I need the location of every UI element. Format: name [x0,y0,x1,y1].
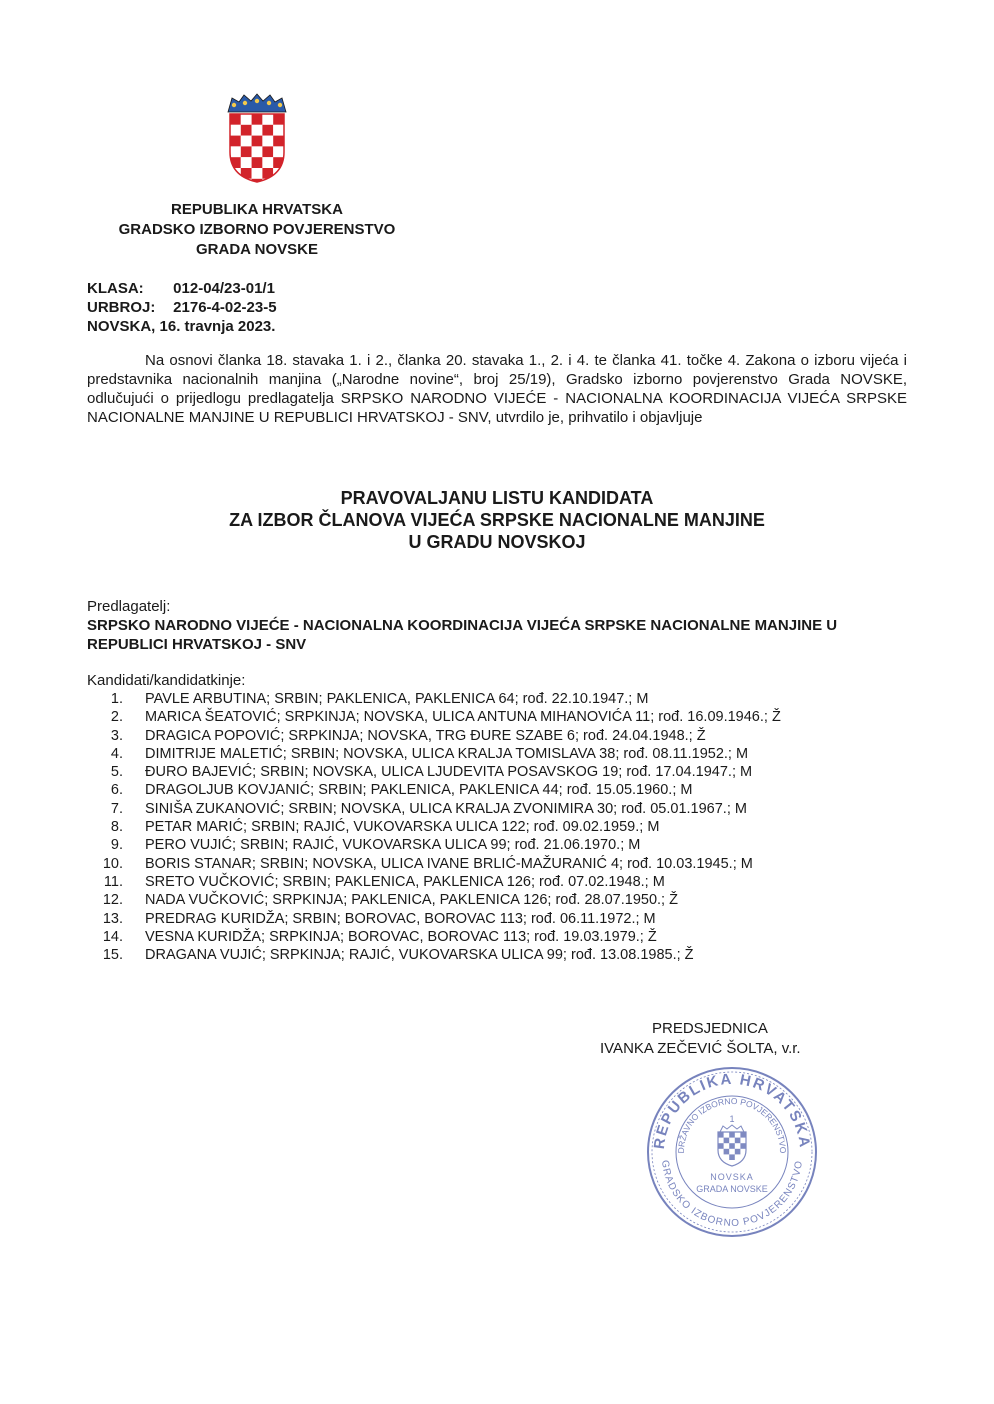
shield-square [252,125,263,136]
candidate-number: 13. [102,910,123,927]
candidate-number: 7. [110,800,123,817]
official-stamp [644,1064,820,1240]
issuer-header [70,200,444,260]
shield-square [230,114,241,125]
svg-text:REPUBLIKA HRVATSKA: REPUBLIKA HRVATSKA [650,1070,814,1150]
title-line-2: ZA IZBOR ČLANOVA VIJEĆA SRPSKE NACIONALNE MANJINE [229,510,765,530]
shield-square [252,136,263,147]
shield-square [252,157,263,168]
shield-square [241,136,252,147]
list-item [87,891,907,909]
list-item [87,745,907,763]
proposer-label: Predlagatelj: [87,598,171,615]
header-line-republic: REPUBLIKA HRVATSKA [171,201,343,218]
coat-of-arms-logo [222,92,292,184]
shield-square [241,146,252,157]
header-line-city: GRADA NOVSKE [196,241,318,258]
candidate-number: 3. [110,727,123,744]
list-item [87,800,907,818]
shield-square [252,114,263,125]
list-item [87,708,907,726]
shield-square [273,136,284,147]
urbroj-value: 2176-4-02-23-5 [173,299,277,316]
candidate-text: VESNA KURIDŽA; SRPKINJA; BOROVAC, BOROVAC 113; rođ. 19.03.1979.; Ž [145,928,657,945]
candidate-number: 1. [110,691,123,707]
candidate-text: DRAGANA VUJIĆ; SRPKINJA; RAJIĆ, VUKOVARSKA ULICA 99; rođ. 13.08.1985.; Ž [145,947,694,964]
candidate-number: 12. [102,892,123,909]
klasa-label: KLASA: [87,280,144,297]
svg-text:GRADSKO IZBORNO POVJERENSTVO: GRADSKO IZBORNO POVJERENSTVO [659,1159,805,1230]
candidate-text: BORIS STANAR; SRBIN; NOVSKA, ULICA IVANE BRLIĆ-MAŽURANIĆ 4; rođ. 10.03.1945.; M [145,855,753,872]
signatory-title: PREDSJEDNICA [652,1020,768,1037]
candidate-text: PERO VUJIĆ; SRBIN; RAJIĆ, VUKOVARSKA ULICA 99; rođ. 21.06.1970.; M [145,837,641,854]
candidate-number: 14. [102,928,123,945]
shield-square [262,125,273,136]
candidate-text: DIMITRIJE MALETIĆ; SRBIN; NOVSKA, ULICA KRALJA TOMISLAVA 38; rođ. 08.11.1952.; M [145,745,749,762]
candidate-number: 6. [110,782,123,799]
candidates-label: Kandidati/kandidatkinje: [87,672,246,689]
list-item [87,727,907,745]
shield-square [273,179,284,184]
candidate-text: SINIŠA ZUKANOVIĆ; SRBIN; NOVSKA, ULICA KRALJA ZVONIMIRA 30; rođ. 05.01.1967.; M [145,800,747,817]
svg-text:NOVSKA: NOVSKA [710,1172,754,1182]
shield-square [241,168,252,179]
shield-square [252,168,263,179]
candidate-number: 11. [103,873,123,890]
stamp-shield-icon [718,1125,746,1166]
title-line-3: U GRADU NOVSKOJ [408,532,586,552]
candidate-text: MARICA ŠEATOVIĆ; SRPKINJA; NOVSKA, ULICA ANTUNA MIHANOVIĆA 11; rođ. 16.09.1946.; Ž [145,709,781,726]
croatian-coat-of-arms-icon [222,92,292,184]
candidate-number: 2. [110,709,123,726]
candidate-number: 15. [102,947,123,964]
shield-square [241,157,252,168]
shield-square [241,114,252,125]
klasa-value: 012-04/23-01/1 [173,280,275,297]
list-item [87,910,907,928]
candidate-text: PREDRAG KURIDŽA; SRBIN; BOROVAC, BOROVAC 113; rođ. 06.11.1972.; M [145,910,656,927]
crown-icon [228,94,286,112]
shield-square [252,146,263,157]
candidate-text: ĐURO BAJEVIĆ; SRBIN; NOVSKA, ULICA LJUDEVITA POSAVSKOG 19; rođ. 17.04.1947.; M [145,764,753,781]
shield-square [273,125,284,136]
candidate-number: 10. [102,855,123,872]
list-item [87,928,907,946]
candidate-text: SRETO VUČKOVIĆ; SRBIN; PAKLENICA, PAKLENICA 126; rođ. 07.02.1948.; M [145,873,665,890]
list-item [87,873,907,891]
list-item [87,836,907,854]
candidate-text: PAVLE ARBUTINA; SRBIN; PAKLENICA, PAKLENICA 64; rođ. 22.10.1947.; M [145,691,649,707]
candidate-number: 5. [110,764,123,781]
title-line-1: PRAVOVALJANU LISTU KANDIDATA [340,488,654,508]
list-item [87,946,907,964]
shield-square [262,136,273,147]
urbroj-label: URBROJ: [87,299,156,316]
place-date: NOVSKA, 16. travnja 2023. [87,318,276,335]
list-item [87,818,907,836]
candidate-number: 9. [110,837,123,854]
shield-square [230,136,241,147]
svg-text:GRADA NOVSKE: GRADA NOVSKE [696,1184,768,1194]
proposer-block [87,597,907,654]
candidate-text: PETAR MARIĆ; SRBIN; RAJIĆ, VUKOVARSKA ULICA 122; rođ. 09.02.1959.; M [145,819,660,836]
header-line-commission: GRADSKO IZBORNO POVJERENSTVO [118,221,396,238]
candidate-text: DRAGICA POPOVIĆ; SRPKINJA; NOVSKA, TRG ĐURE SZABE 6; rođ. 24.04.1948.; Ž [145,727,706,744]
list-item [87,781,907,799]
shield-square [262,168,273,179]
signature-block [600,1019,801,1059]
shield-square [230,146,241,157]
shield-square [241,125,252,136]
signatory-name: IVANKA ZEČEVIĆ ŠOLTA, v.r. [600,1040,801,1057]
list-item [87,690,907,708]
shield-square [262,146,273,157]
candidate-number: 4. [110,745,123,762]
candidate-text: NADA VUČKOVIĆ; SRPKINJA; PAKLENICA, PAKLENICA 126; rođ. 28.07.1950.; Ž [145,892,678,909]
document-title [87,487,907,553]
shield-square [273,146,284,157]
proposer-name: SRPSKO NARODNO VIJEĆE - NACIONALNA KOORDINACIJA VIJEĆA SRPSKE NACIONALNE MANJINE U REPUBLICI HRVATSKOJ - SNV [87,617,838,653]
intro-text: Na osnovi članka 18. stavaka 1. i 2., članka 20. stavaka 1., 2. i 4. te članka 41. točke 4. Zakona o izboru vijeća i predstavnika nacionalnih manjina („Narodne novine“, broj 25/19), Gradsko izborno povjerenstvo Grada NOVSKE, odlučujući o prijedlogu predlagatelja SRPSKO NARODNO VIJEĆE - NACIONALNA KOORDINACIJA VIJEĆA SRPSKE NACIONALNE MANJINE U REPUBLICI HRVATSKOJ - SNV, utvrdilo je, prihvatilo i objavljuje [87,352,907,426]
list-item [87,763,907,781]
svg-text:1: 1 [729,1114,735,1124]
shield-square [230,179,241,184]
candidate-text: DRAGOLJUB KOVJANIĆ; SRBIN; PAKLENICA, PAKLENICA 44; rođ. 15.05.1960.; M [145,782,693,799]
candidates-list [87,690,907,964]
shield-square [230,125,241,136]
shield-square [273,114,284,125]
intro-paragraph [87,351,907,427]
stamp-seal-icon [644,1064,820,1240]
shield-square [262,157,273,168]
candidate-number: 8. [110,819,123,836]
svg-text:DRŽAVNO IZBORNO POVJERENSTVO: DRŽAVNO IZBORNO POVJERENSTVO [675,1095,789,1154]
list-item [87,855,907,873]
shield-square [262,114,273,125]
reference-block [87,279,277,336]
